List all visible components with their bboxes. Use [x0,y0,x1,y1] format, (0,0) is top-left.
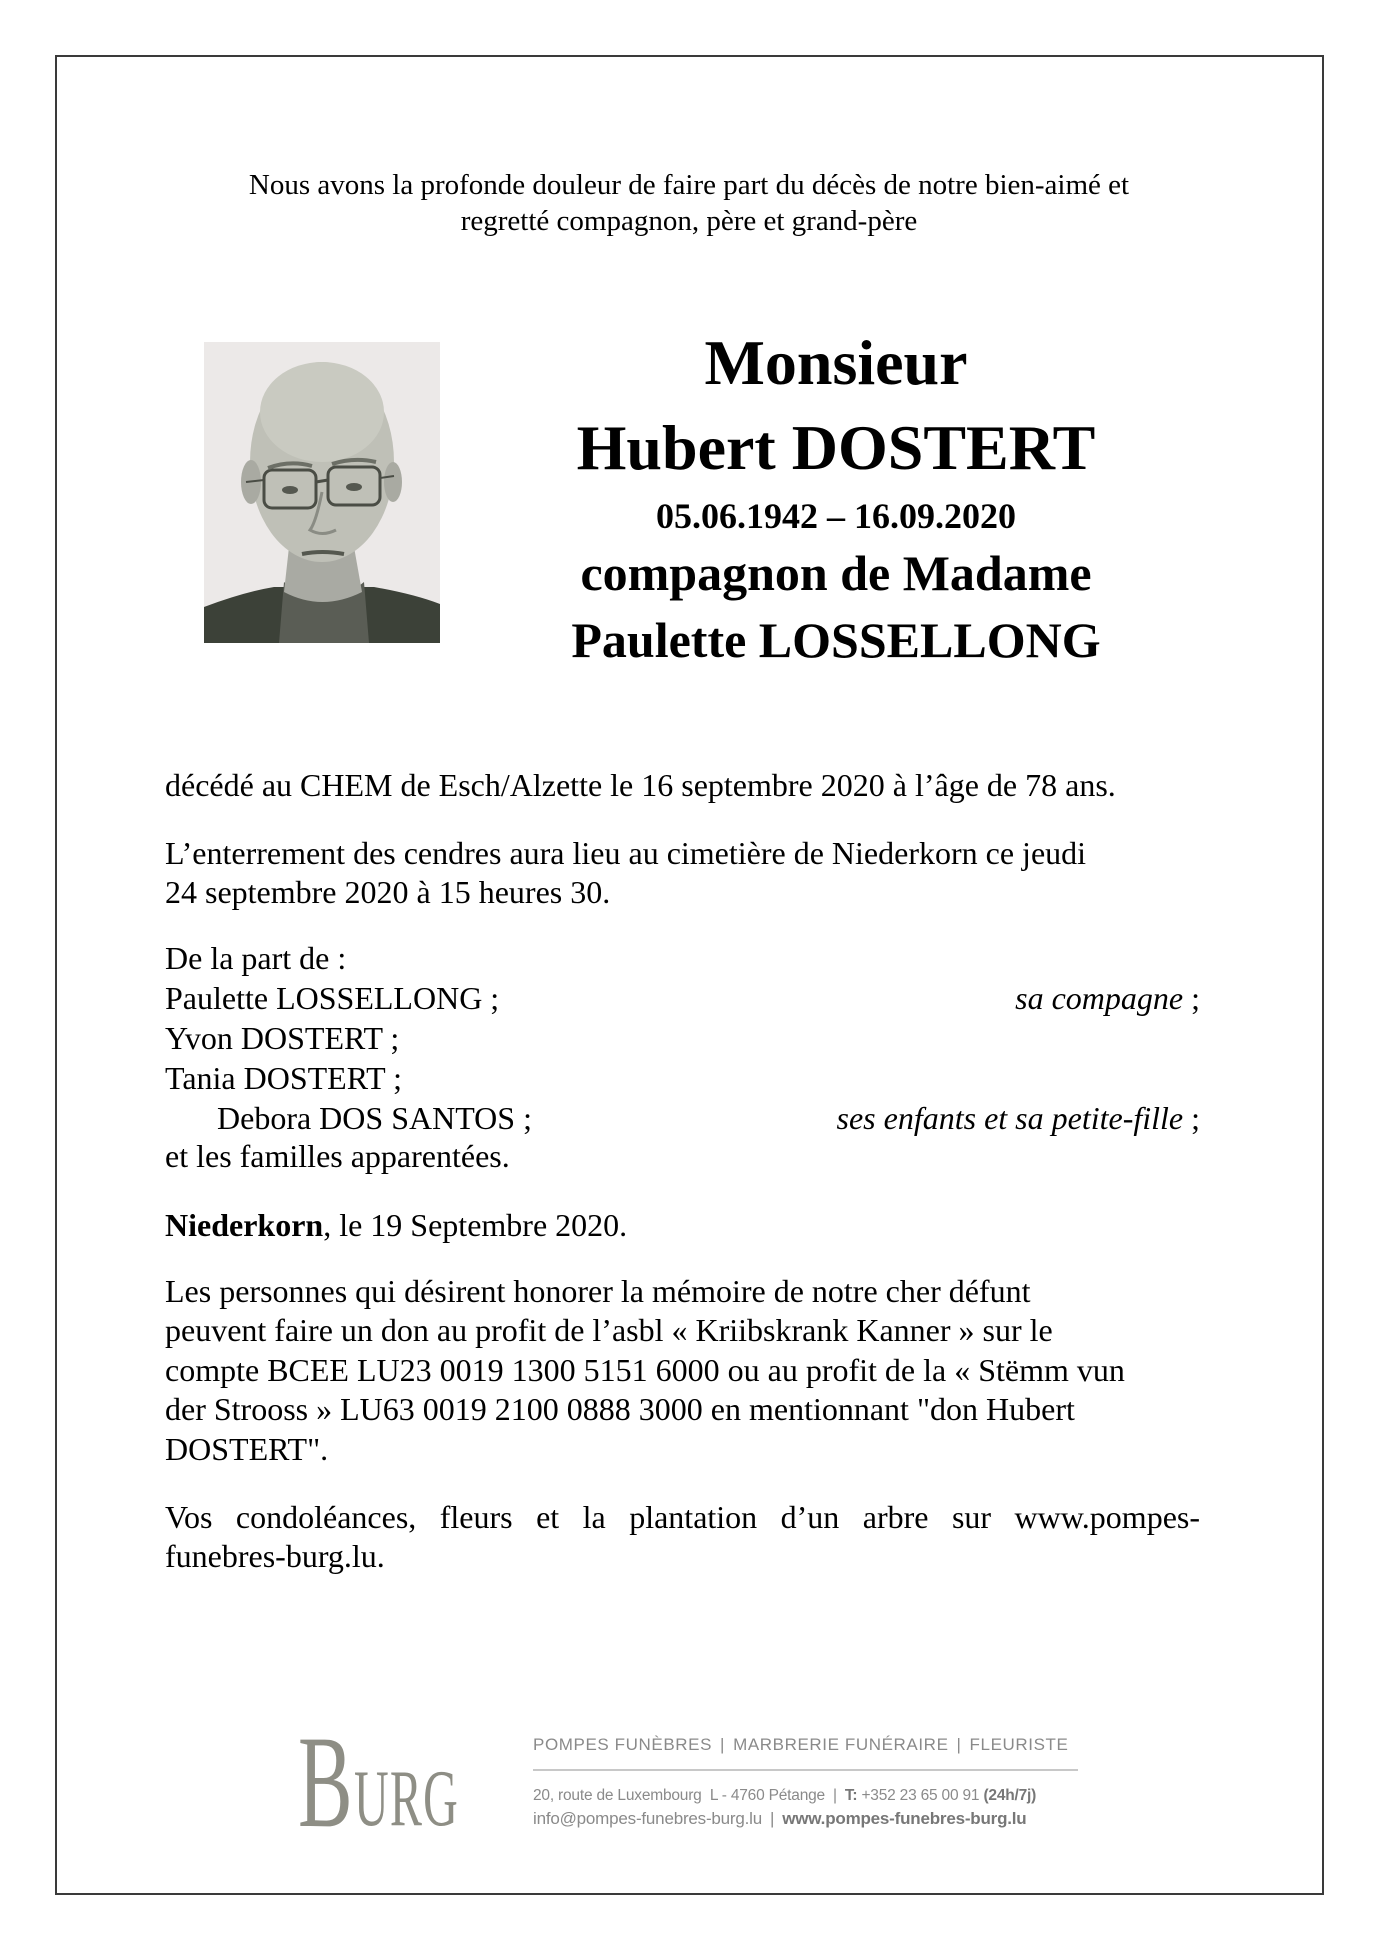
address-line [533,1786,1078,1806]
honorific-title: Monsieur [704,327,968,398]
separator: | [720,1735,726,1754]
separator: | [770,1809,775,1828]
burg-logo [298,1708,483,1855]
portrait-photo [204,342,440,643]
family-relation-text: ses enfants et sa petite-fille [836,1100,1184,1136]
relation-line-2: Paulette LOSSELLONG [571,612,1101,668]
donation-line: der Strooss » LU63 0019 2100 0888 3000 en mentionnant "don Hubert [165,1391,1075,1427]
place: Niederkorn [165,1207,324,1243]
address: 20, route de Luxembourg L - 4760 Pétange [533,1787,825,1804]
burial-line-1: L’enterrement des cendres aura lieu au cimetière de Niederkorn ce jeudi [165,835,1087,871]
family-relation-suffix: ; [1183,1100,1200,1136]
relation-line-1: compagnon de Madame [580,545,1092,601]
donation-line: Les personnes qui désirent honorer la mémoire de notre cher défunt [165,1273,1031,1309]
family-relation [1015,979,1200,1019]
family-member-name: Paulette LOSSELLONG ; [165,980,500,1016]
logo-initial: B [298,1708,353,1855]
family-relation-suffix: ; [1183,980,1200,1016]
family-member-name: Debora DOS SANTOS ; [217,1100,532,1136]
logo-rest: URG [354,1755,459,1843]
date-line: , le 19 Septembre 2020. [323,1207,628,1243]
burial-line-2: 24 septembre 2020 à 15 heures 30. [165,874,611,910]
deceased-name: Hubert DOSTERT [576,412,1096,483]
contact-line [533,1808,1078,1830]
condolence-line-1: Vos condoléances, fleurs et la plantation d’un arbre sur www.pompes- [165,1499,1200,1535]
family-relation-text: sa compagne [1015,980,1184,1016]
intro-line-1: Nous avons la profonde douleur de faire part du décès de notre bien-aimé et [248,169,1130,201]
condolence-line-2: funebres-burg.lu. [165,1538,385,1574]
family-member: Tania DOSTERT ; [165,1060,402,1096]
donation-line: DOSTERT". [165,1431,329,1467]
separator: | [956,1735,962,1754]
donation-line: compte BCEE LU23 0019 1300 5151 6000 ou au profit de la « Stëmm vun [165,1352,1125,1388]
service-item: MARBRERIE FUNÉRAIRE [733,1735,949,1754]
phone-label: T: [844,1787,858,1804]
family-member: Yvon DOSTERT ; [165,1020,400,1056]
life-dates: 05.06.1942 – 16.09.2020 [656,496,1016,536]
donation-line: peuvent faire un don au profit de l’asbl « Kriibskrank Kanner » sur le [165,1312,1053,1348]
services-line [533,1734,1078,1756]
family-member [165,979,1200,1019]
from-label: De la part de : [165,940,347,976]
place-date [165,1206,1200,1246]
phone-number[interactable]: +352 23 65 00 91 [861,1787,980,1804]
portrait-image [204,342,440,643]
hours: (24h/7j) [983,1787,1037,1804]
service-item: POMPES FUNÈBRES [533,1735,713,1754]
family-relation [837,1099,1200,1139]
footer-divider [533,1769,1078,1771]
intro-line-2: regretté compagnon, père et grand-père [460,205,918,237]
families-line: et les familles apparentées. [165,1138,510,1174]
service-item: FLEURISTE [969,1735,1069,1754]
death-notice: décédé au CHEM de Esch/Alzette le 16 septembre 2020 à l’âge de 78 ans. [165,767,1116,803]
email-link[interactable]: info@pompes-funebres-burg.lu [533,1809,763,1828]
family-member [165,1099,1200,1139]
website-link[interactable]: www.pompes-funebres-burg.lu [782,1809,1027,1828]
separator: | [832,1787,837,1804]
